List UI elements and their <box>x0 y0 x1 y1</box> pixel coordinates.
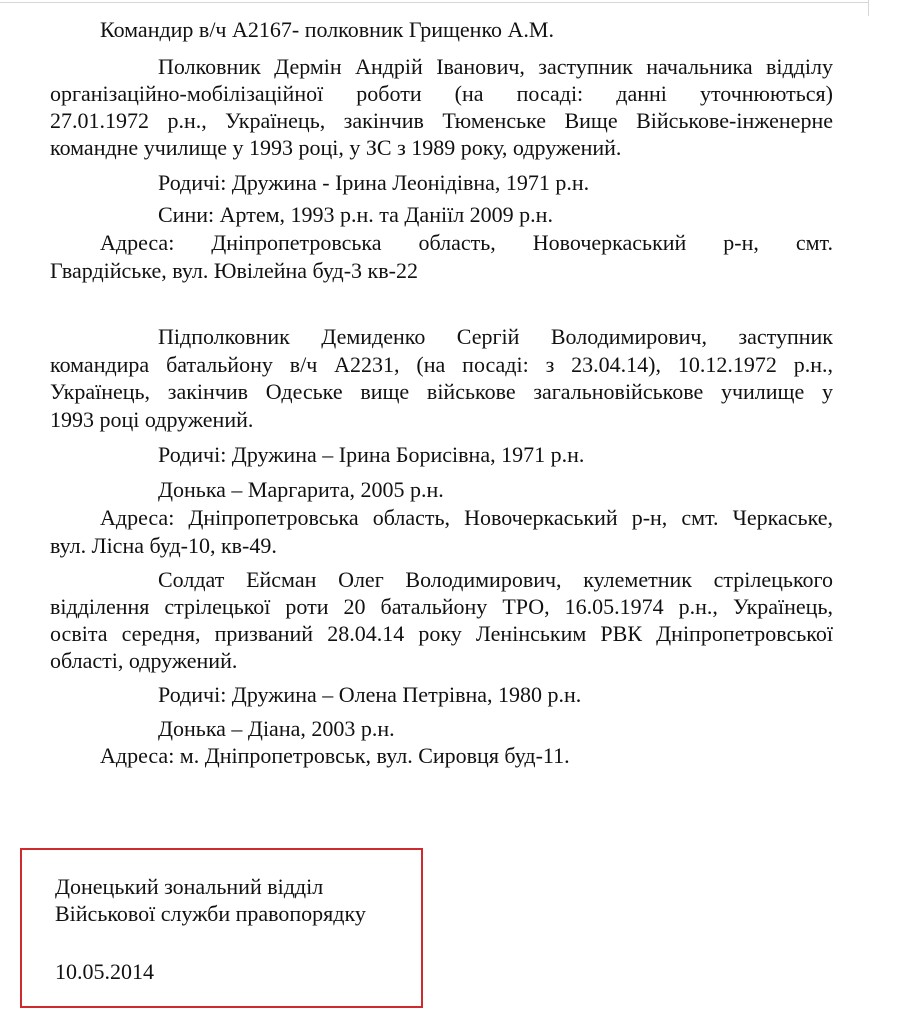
address-line: Адреса: м. Дніпропетровськ, вул. Сировця буд-11. <box>100 743 570 768</box>
bio-line: Підполковник Демиденко Сергій Володимирович, заступник <box>158 324 833 349</box>
person-3-address <box>50 742 833 769</box>
person-1-relatives <box>50 169 833 196</box>
department-line: Донецький зональний відділ <box>55 874 324 899</box>
relatives-line: Родичі: Дружина – Ірина Борисівна, 1971 р.н. <box>158 442 585 467</box>
document-date: 10.05.2014 <box>55 959 154 984</box>
bio-line: 1993 році одружений. <box>50 407 254 433</box>
person-3-relatives <box>50 681 833 708</box>
bio-line: командне училище у 1993 році, у ЗС з 1989 року, одружений. <box>50 135 622 160</box>
page-edge-top <box>0 2 868 3</box>
bio-line: Полковник Дермін Андрій Іванович, заступник начальника відділу <box>158 54 833 79</box>
person-3-children <box>50 715 833 742</box>
department-line: Військової служби правопорядку <box>55 901 366 926</box>
person-2-address <box>50 504 833 559</box>
bio-line: відділення стрілецької роти 20 батальйону ТРО, 16.05.1974 р.н., Українець, <box>50 594 833 619</box>
bio-line: організаційно-мобілізаційної роботи (на посаді: данні уточнюються) <box>50 81 833 106</box>
person-3-bio <box>50 566 833 674</box>
commander-line: Командир в/ч А2167- полковник Грищенко А.М. <box>100 17 554 42</box>
commander-block <box>50 16 833 43</box>
bio-line: Українець, закінчив Одеське вище військове загальновійськове училище у <box>50 379 833 405</box>
page-edge-right <box>868 0 869 16</box>
relatives-line: Родичі: Дружина - Ірина Леонідівна, 1971 р.н. <box>158 170 590 195</box>
person-1-children <box>50 201 833 228</box>
address-line: Гвардійське, вул. Ювілейна буд-3 кв-22 <box>50 258 418 283</box>
bio-line: командира батальйону в/ч А2231, (на посаді: з 23.04.14), 10.12.1972 р.н., <box>50 351 833 377</box>
bio-line: області, одружений. <box>50 648 238 673</box>
person-2-bio <box>50 323 833 434</box>
relatives-line: Родичі: Дружина – Олена Петрівна, 1980 р.н. <box>158 682 582 707</box>
address-line: вул. Лісна буд-10, кв-49. <box>50 532 277 558</box>
person-2-relatives <box>50 441 833 468</box>
person-2-children <box>50 476 833 503</box>
children-line: Донька – Діана, 2003 р.н. <box>158 716 395 741</box>
address-line: Адреса: Дніпропетровська область, Новочеркаський р-н, смт. <box>100 230 833 255</box>
bio-line: освіта середня, призваний 28.04.14 року Ленінським РВК Дніпропетровської <box>50 621 833 646</box>
bio-line: 27.01.1972 р.н., Українець, закінчив Тюменське Вище Військове-інженерне <box>50 108 833 133</box>
children-line: Сини: Артем, 1993 р.н. та Даніїл 2009 р.н. <box>158 202 553 227</box>
person-1-bio <box>50 53 833 161</box>
bio-line: Солдат Ейсман Олег Володимирович, кулеметник стрілецького <box>158 567 833 592</box>
children-line: Донька – Маргарита, 2005 р.н. <box>158 477 444 502</box>
address-line: Адреса: Дніпропетровська область, Новочеркаський р-н, смт. Черкаське, <box>100 505 833 530</box>
department-box <box>20 848 423 1008</box>
person-1-address <box>50 229 833 285</box>
